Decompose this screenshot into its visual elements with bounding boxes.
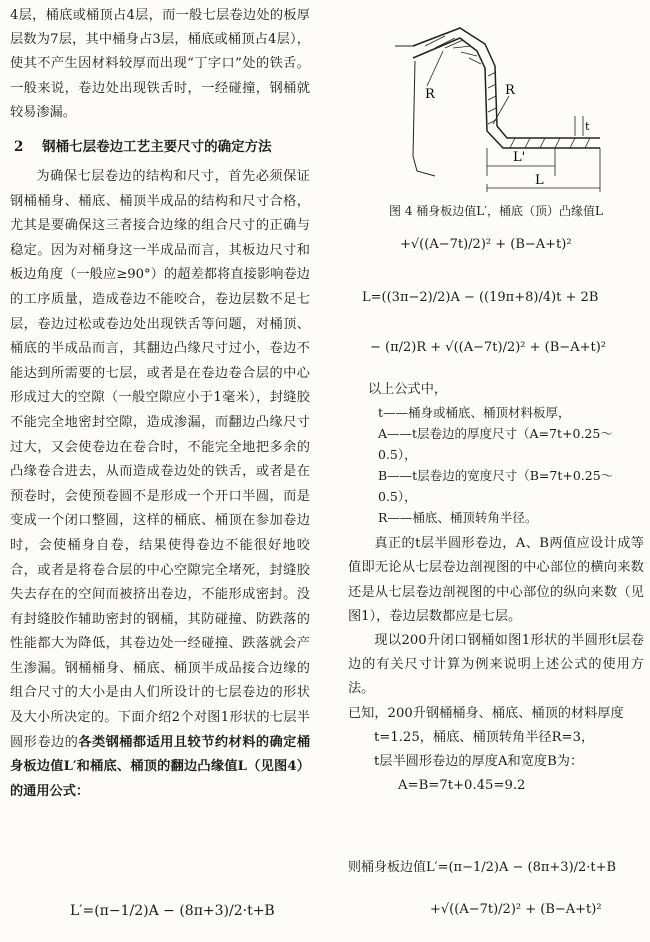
formula-L-prime: L′=(π−1/2)A − (8π+3)/2·t+B	[70, 903, 275, 919]
section-title: 钢桶七层卷边工艺主要尺寸的确定方法	[42, 139, 272, 156]
result-line-2: +√((A−7t)/2)² + (B−A+t)²	[430, 902, 602, 917]
label-L-prime: L'	[513, 150, 526, 165]
figure-4-diagram	[385, 6, 625, 196]
figure-caption: 图 4 桶身板边值L′，桶底（顶）凸缘值L	[389, 204, 603, 218]
definition-A: A——t层卷边的厚度尺寸（A=7t+0.25～0.5），	[378, 426, 613, 463]
paragraph-4: 现以200升闭口钢桶如图1形状的半圆形t层卷边的有关尺寸计算为例来说明上述公式的使用方法。	[348, 633, 644, 697]
definitions-list	[348, 402, 644, 528]
left-column	[10, 0, 310, 804]
section-heading	[14, 135, 310, 159]
known-line-3: t层半圆形卷边的厚度A和宽度B为：	[374, 754, 584, 770]
paragraph-3: 真正的t层半圆形卷边，A、B两值应设计成等值即无论从七层卷边剖视图的中心部位的横向来数还是从七层卷边剖视图的中心部位的纵向来数（见图1），卷边层数都应是七层。	[348, 536, 644, 624]
known-line-1: 已知，200升钢桶桶身、桶底、桶顶的材料厚度	[348, 705, 624, 721]
label-R1: R	[425, 87, 435, 102]
paragraph-2	[10, 165, 310, 804]
definition-B: B——t层卷边的宽度尺寸（B=7t+0.25～0.5），	[378, 468, 614, 505]
label-t: t	[585, 120, 590, 133]
formula-line-1: +√((A−7t)/2)² + (B−A+t)²	[400, 237, 572, 252]
definition-t: t——桶身或桶底、桶顶材料板厚，	[378, 405, 571, 421]
paragraph-2-bold: 各类钢桶都适用且较节约材料的确定桶身板边值L′和桶底、桶顶的翻边凸缘值L（见图4）的通用公式：	[10, 734, 311, 799]
formula-line-3: − (π/2)R + √((A−7t)/2)² + (B−A+t)²	[370, 340, 606, 355]
label-R2: R	[505, 83, 515, 98]
section-number: 2	[14, 139, 24, 156]
definitions-intro: 以上公式中，	[368, 382, 448, 397]
paragraph-2-text: 为确保七层卷边的结构和尺寸，首先必须保证钢桶桶身、桶底、桶顶半成品的结构和尺寸合格，尤其是要确保这三者接合边缘的组合尺寸的正确与稳定。因为对桶身这一半成品而言，其板边尺寸和板边角度（一般应≥90°）的超差都将直接影响卷边的工序质量，造成卷边不能咬合，卷边层数不足七层，卷边过松或卷边处出现铁舌等问题，对桶顶、桶底的半成品而言，其翻边凸缘尺寸过小，卷边不能达到所需要的七层，或者是在卷边卷合层的中心形成过大的空隙（一般空隙应小于1毫米），封缝胶不能完全地密封空隙，造成渗漏，而翻边凸缘尺寸过大，又会使卷边在卷合时，不能完全地把多余的凸缘卷合进去，从而造成卷边处的铁舌，或者是在预卷时，会使预卷圆不是形成一个开口半圆，而是变成一个闭口整圆，这样的桶底、桶顶在参加卷边时，会使桶身自卷，结果使得卷边不能很好地咬合，或者是将卷合层的中心空隙完全堵死，封缝胶失去存在的空间而被挤出卷边，不能形成密封。没有封缝胶作辅助密封的钢桶，其防碰撞、防跌落的性能都大为降低，其卷边处一经碰撞、跌落就会产生渗漏。钢桶桶身、桶底、桶顶半成品接合边缘的组合尺寸的大小是由人们所设计的七层卷边的形状及大小所决定的。下面介绍2个对图1形状的七层半圆形卷边的	[10, 169, 310, 750]
definition-R: R——桶底、桶顶转角半径。	[378, 510, 538, 526]
paragraph-1: 4层，桶底或桶顶占4层，而一般七层卷边处的板厚层数为7层，其中桶身占3层，桶底或桶顶占4层），使其不产生因材料较厚而出现“丁字口”处的铁舌。一般来说，卷边处出现铁舌时，一经碰撞，钢桶就较易渗漏。	[10, 8, 310, 120]
formula-line-2: L=((3π−2)/2)A − ((19π+8)/4)t + 2B	[362, 290, 599, 305]
result-line-1: 则桶身板边值L′=(π−1/2)A − (8π+3)/2·t+B	[348, 860, 617, 875]
calc-line: A=B=7t+0.45=9.2	[398, 778, 526, 794]
right-text-block	[348, 378, 644, 798]
known-line-2: t=1.25，桶底、桶顶转角半径R=3，	[374, 729, 595, 745]
label-L: L	[535, 173, 544, 188]
